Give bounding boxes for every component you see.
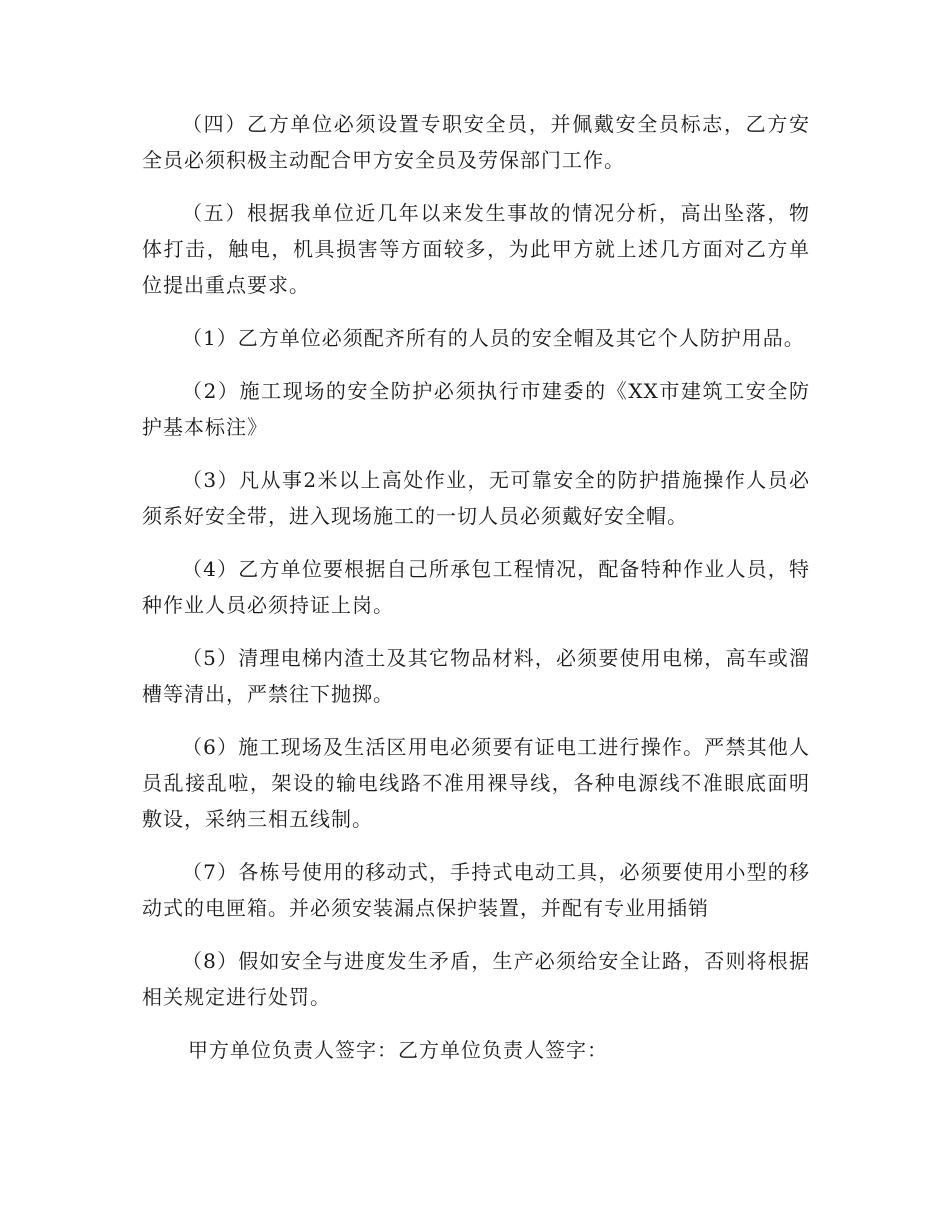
requirement-7-power-tools: （7）各栋号使用的移动式，手持式电动工具，必须要使用小型的移动式的电匣箱。并必须安装漏点保护装置，并配有专业用插销	[142, 860, 810, 920]
paragraph-5-accident-analysis: （五）根据我单位近几年以来发生事故的情况分析，高出坠落，物体打击，触电，机具损害等方面较多，为此甲方就上述几方面对乙方单位提出重点要求。	[142, 201, 810, 297]
requirement-2-protection-standard: （2）施工现场的安全防护必须执行市建委的《XX市建筑工安全防护基本标注》	[142, 379, 810, 439]
requirement-3-height-work: （3）凡从事2米以上高处作业，无可靠安全的防护措施操作人员必须系好安全带，进入现场施工的一切人员必须戴好安全帽。	[142, 468, 810, 528]
requirement-1-helmets: （1）乙方单位必须配齐所有的人员的安全帽及其它个人防护用品。	[182, 326, 805, 350]
requirement-4-special-operators: （4）乙方单位要根据自己所承包工程情况，配备特种作业人员，特种作业人员必须持证上岗。	[142, 557, 810, 617]
paragraph-4-safety-officer: （四）乙方单位必须设置专职安全员，并佩戴安全员标志，乙方安全员必须积极主动配合甲方安全员及劳保部门工作。	[142, 112, 810, 172]
requirement-6-electricity: （6）施工现场及生活区用电必须要有证电工进行操作。严禁其他人员乱接乱啦，架设的输电线路不准用裸导线，各种电源线不准眼底面明敷设，采纳三相五线制。	[142, 735, 810, 831]
requirement-8-safety-priority: （8）假如安全与进度发生矛盾，生产必须给安全让路，否则将根据相关规定进行处罚。	[142, 949, 810, 1009]
document-body	[142, 106, 810, 1068]
signature-line: 甲方单位负责人签字：乙方单位负责人签字：	[188, 1038, 608, 1062]
requirement-5-debris-removal: （5）清理电梯内渣土及其它物品材料，必须要使用电梯，高车或溜槽等清出，严禁往下抛掷。	[142, 646, 810, 706]
